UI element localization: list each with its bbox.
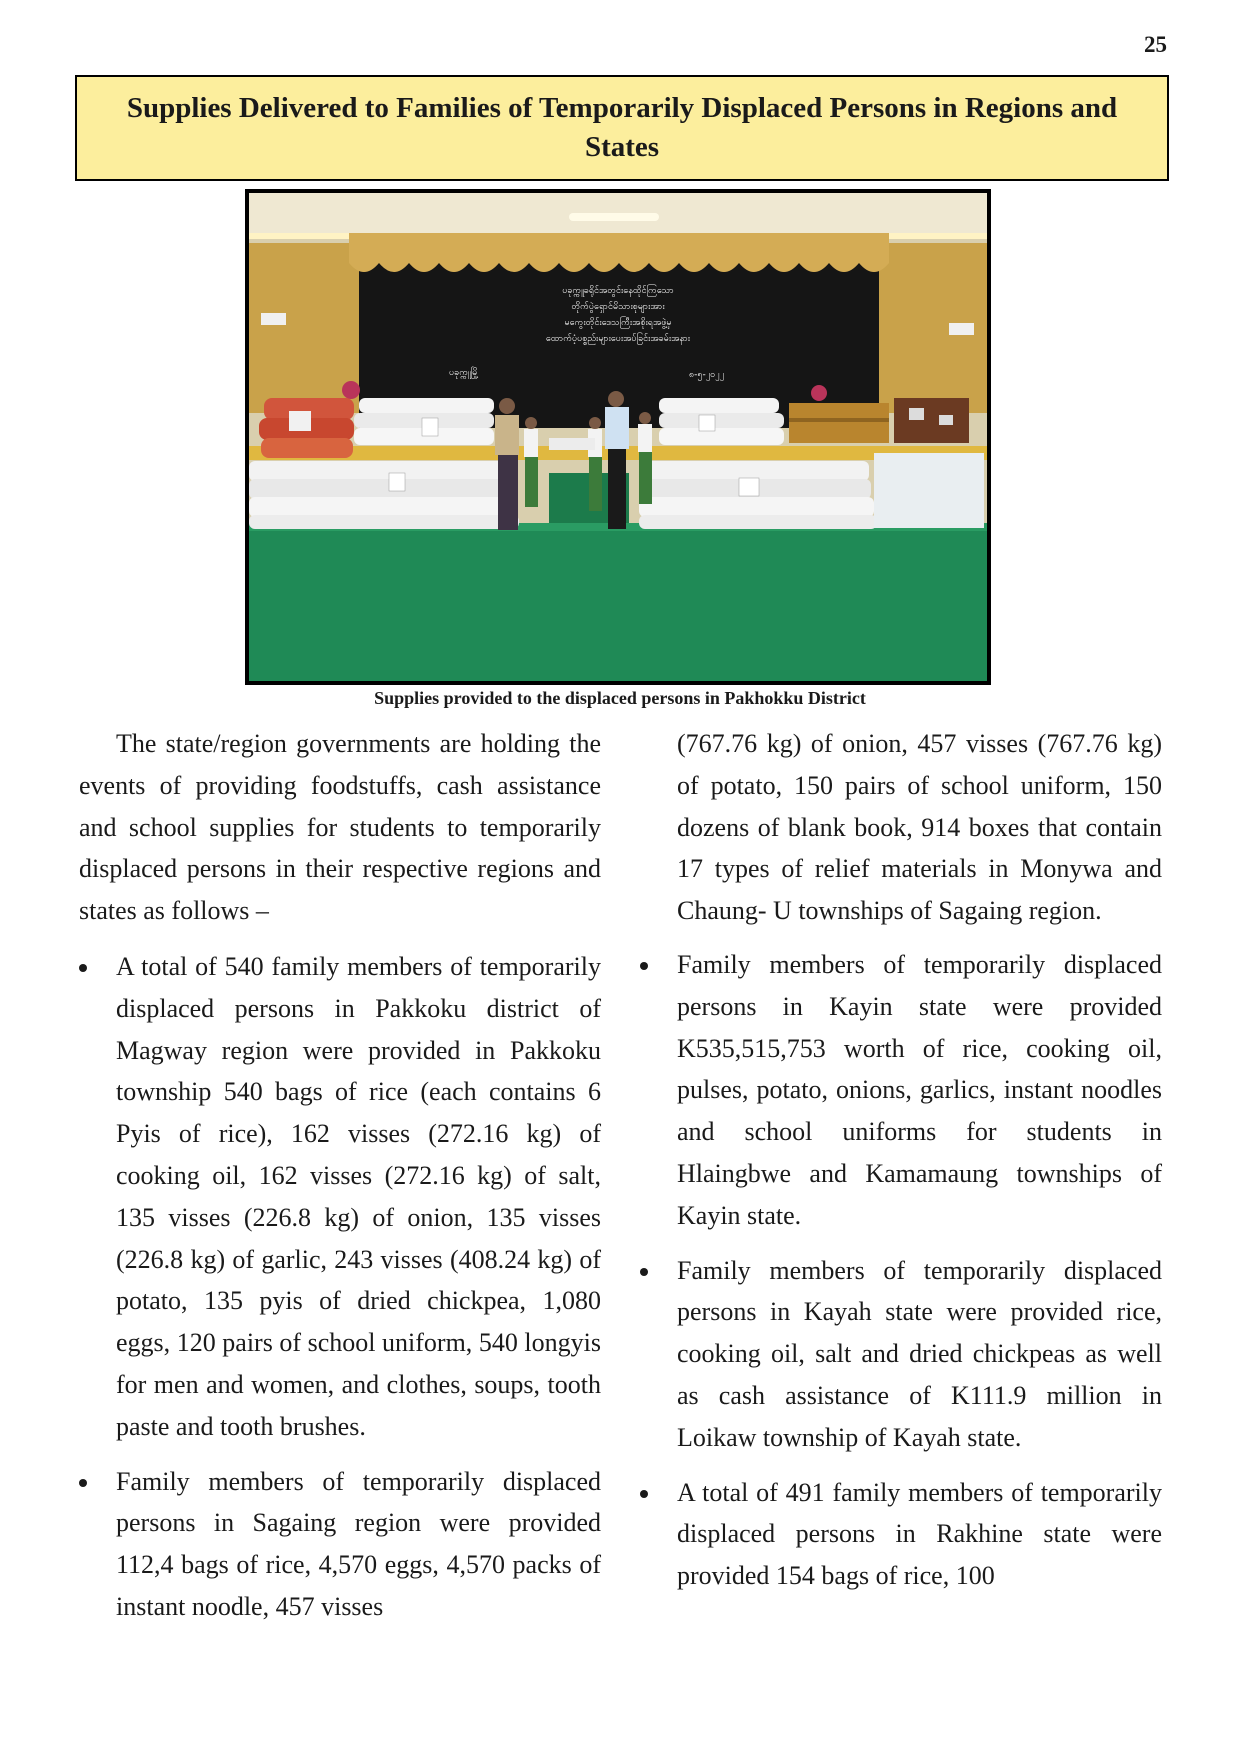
right-column [640, 723, 1162, 1597]
list-item-text: Family members of temporarily displaced persons in Kayin state were provided K535,515,753 worth of rice, cooking oil, pulses, potato, onions, garlics, instant noodles and school uniforms for students in Hlaingbwe and Kamamaung townships of Kayin state. [677, 949, 1162, 1230]
page-number: 25 [1144, 32, 1167, 57]
bullet-list-left [79, 946, 601, 1628]
bullet-icon [79, 964, 87, 972]
bullet-icon [640, 1268, 648, 1276]
page-title: Supplies Delivered to Families of Temporarily Displaced Persons in Regions and States [126, 92, 1118, 163]
bullet-icon [640, 1490, 648, 1498]
title-banner [75, 75, 1169, 181]
list-item [79, 946, 601, 1448]
event-photo-illustration [249, 193, 987, 681]
banner-place: ပခုက္ကူမြို့ [449, 368, 479, 378]
left-column [79, 723, 601, 1628]
list-item [79, 1461, 601, 1628]
intro-paragraph: The state/region governments are holding the events of providing foodstuffs, cash assistance and school supplies for students to temporarily displaced persons in their respective regions and states as follows – [79, 729, 601, 926]
bullet-icon [79, 1479, 87, 1487]
bullet-icon [640, 962, 648, 970]
banner-date: ၈-၅-၂၀၂၂ [689, 370, 725, 380]
list-item [640, 1472, 1162, 1597]
list-item [640, 1250, 1162, 1459]
photo-caption: Supplies provided to the displaced persons in Pakhokku District [374, 688, 866, 708]
list-item [640, 944, 1162, 1237]
list-item-text: Family members of temporarily displaced persons in Kayah state were provided rice, cooking oil, salt and dried chickpeas as well as cash assistance of K111.9 million in Loikaw township of Kayah state. [677, 1255, 1162, 1452]
list-item-text: A total of 540 family members of temporarily displaced persons in Pakkoku district of Magway region were provided in Pakkoku township 540 bags of rice (each contains 6 Pyis of rice), 162 visses (272.16 kg) of cooking oil, 162 visses (272.16 kg) of salt, 135 visses (226.8 kg) of onion, 135 visses (226.8 kg) of garlic, 243 visses (408.24 kg) of potato, 135 pyis of dried chickpea, 1,080 eggs, 120 pairs of school uniform, 540 longyis for men and women, and clothes, soups, tooth paste and tooth brushes. [116, 951, 601, 1441]
continued-paragraph: (767.76 kg) of onion, 457 visses (767.76 kg) of potato, 150 pairs of school uniform, 150 dozens of blank book, 914 boxes that contain 17 types of relief materials in Monywa and Chaung- U townships of Sagaing region. [677, 729, 1162, 926]
list-item-text: A total of 491 family members of temporarily displaced persons in Rakhine state were provided 154 bags of rice, 100 [677, 1477, 1162, 1591]
banner-line: မကွေးတိုင်းဒေသကြီးအစိုးရအဖွဲ့မှ [564, 318, 672, 328]
banner-line: တိုက်ပွဲရှောင်မိသားစုများအား [571, 302, 665, 312]
event-photo [245, 189, 991, 685]
banner-line: ပခုက္ကူခရိုင်အတွင်းနေထိုင်ကြသော [562, 286, 674, 296]
bullet-list-right [640, 944, 1162, 1597]
banner-line: ထောက်ပံ့ပစ္စည်းများပေးအပ်ခြင်းအခမ်းအနား [545, 334, 691, 344]
list-item-text: Family members of temporarily displaced persons in Sagaing region were provided 112,4 bags of rice, 4,570 eggs, 4,570 packs of instant noodle, 457 visses [116, 1466, 601, 1621]
